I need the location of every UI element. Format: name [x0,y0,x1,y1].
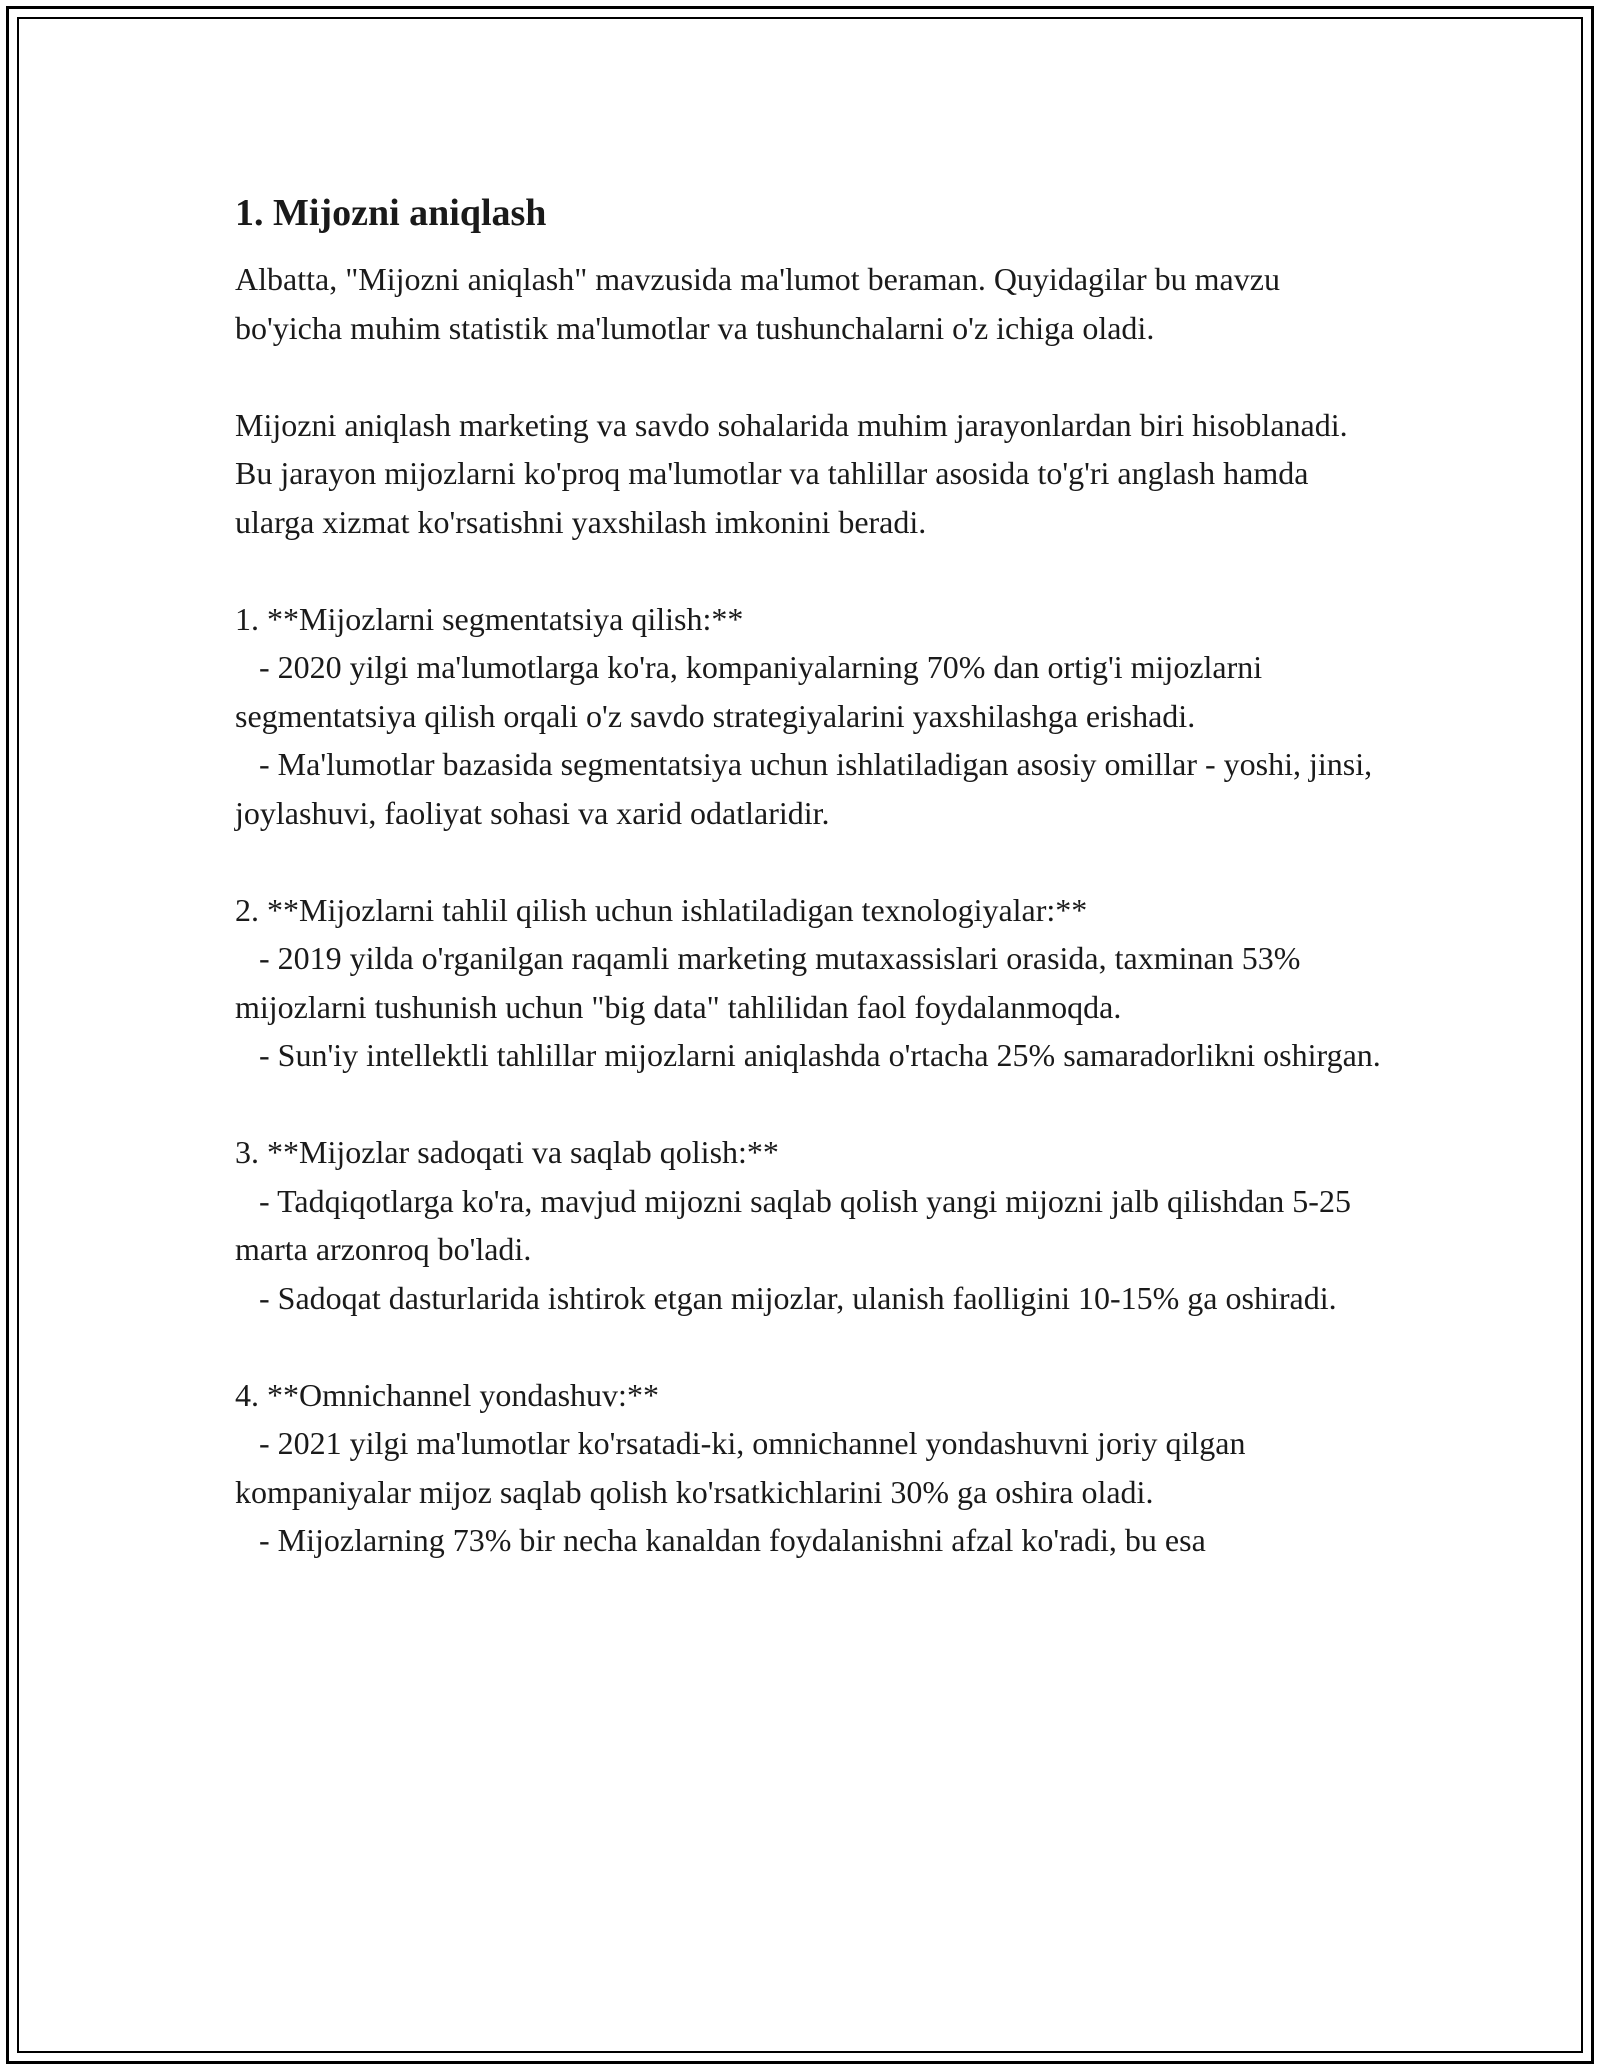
overview-paragraph: Mijozni aniqlash marketing va savdo sohalarida muhim jarayonlardan biri hisoblanadi. Bu jarayon mijozlarni ko'proq ma'lumotlar va tahlillar asosida to'g'ri anglash hamda ularga xizmat ko'rsatishni yaxshilash imkonini beradi. [235,406,1356,540]
section-omnichannel: 4. **Omnichannel yondashuv:** - 2021 yilgi ma'lumotlar ko'rsatadi-ki, omnichannel yondashuvni joriy qilgan kompaniyalar mijoz saqlab qolish ko'rsatkichlarini 30% ga oshira oladi. - Mijozlarning 73% bir necha kanaldan foydalanishni afzal ko'radi, bu esa [235,1376,1246,1558]
paragraph-gap [235,837,1385,886]
paragraph-gap [235,352,1385,401]
paragraph-gap [235,1322,1385,1371]
document-body [235,185,1385,1565]
paragraph-gap [235,546,1385,595]
document-heading: 1. Mijozni aniqlash [235,192,547,234]
intro-paragraph: Albatta, "Mijozni aniqlash" mavzusida ma'lumot beraman. Quyidagilar bu mavzu bo'yicha muhim statistik ma'lumotlar va tushunchalarni o'z ichiga oladi. [235,261,1288,346]
section-loyalty: 3. **Mijozlar sadoqati va saqlab qolish:** - Tadqiqotlarga ko'ra, mavjud mijozni saqlab qolish yangi mijozni jalb qilishdan 5-25 marta arzonroq bo'ladi. - Sadoqat dasturlarida ishtirok etgan mijozlar, ulanish faolligini 10-15% ga oshiradi. [235,1134,1351,1316]
paragraph-gap [235,1080,1385,1129]
section-segmentation: 1. **Mijozlarni segmentatsiya qilish:** - 2020 yilgi ma'lumotlarga ko'ra, kompaniyalarning 70% dan ortig'i mijozlarni segmentatsiya qilish orqali o'z savdo strategiyalarini yaxshilashga erishadi. - Ma'lumotlar bazasida segmentatsiya uchun ishlatiladigan asosiy omillar - yoshi, jinsi, joylashuvi, faoliyat sohasi va xarid odatlaridir. [235,600,1373,831]
section-technologies: 2. **Mijozlarni tahlil qilish uchun ishlatiladigan texnologiyalar:** - 2019 yilda o'rganilgan raqamli marketing mutaxassislari orasida, taxminan 53% mijozlarni tushunish uchun "big data" tahlilidan faol foydalanmoqda. - Sun'iy intellektli tahlillar mijozlarni aniqlashda o'rtacha 25% samaradorlikni oshirgan. [235,891,1381,1073]
